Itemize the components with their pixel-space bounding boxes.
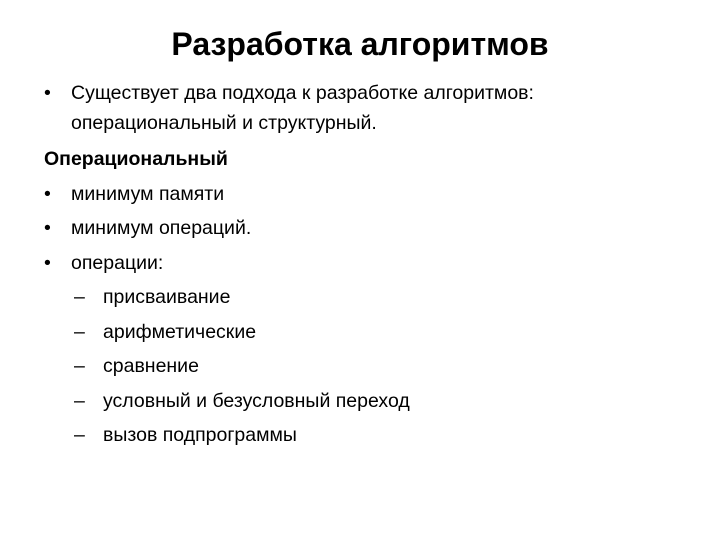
list-item-text: минимум операций.	[71, 217, 252, 239]
list-item	[44, 211, 684, 246]
dash-icon: –	[74, 286, 85, 308]
sub-list-item	[44, 418, 684, 453]
slide-body	[44, 78, 684, 453]
sub-list-item	[44, 384, 684, 419]
intro-text: Существует два подхода к разработке алгоритмов: операциональный и структурный.	[71, 82, 534, 134]
dash-icon: –	[74, 355, 85, 377]
list-item	[44, 177, 684, 212]
list-item-text: операции:	[71, 251, 164, 274]
list-item-text: минимум памяти	[71, 182, 225, 205]
bullet-icon: •	[44, 82, 51, 104]
dash-icon: –	[74, 424, 85, 446]
bullet-icon: •	[44, 251, 51, 274]
intro-bullet	[44, 78, 684, 138]
sub-list-item-text: вызов подпрограммы	[103, 424, 297, 446]
dash-icon: –	[74, 320, 85, 343]
bullet-icon: •	[44, 182, 51, 205]
sub-list-item-text: арифметические	[103, 320, 257, 343]
sub-list-item	[44, 349, 684, 384]
sub-list-item-text: условный и безусловный переход	[103, 389, 410, 412]
sub-list-item	[44, 280, 684, 315]
dash-icon: –	[74, 389, 85, 412]
bullet-icon: •	[44, 217, 51, 239]
list-item	[44, 246, 684, 281]
sub-list-item	[44, 315, 684, 350]
sub-list-item-text: присваивание	[103, 286, 231, 308]
section-heading: Операциональный	[44, 148, 228, 170]
slide-title: Разработка алгоритмов	[171, 26, 549, 62]
sub-list-item-text: сравнение	[103, 355, 199, 377]
